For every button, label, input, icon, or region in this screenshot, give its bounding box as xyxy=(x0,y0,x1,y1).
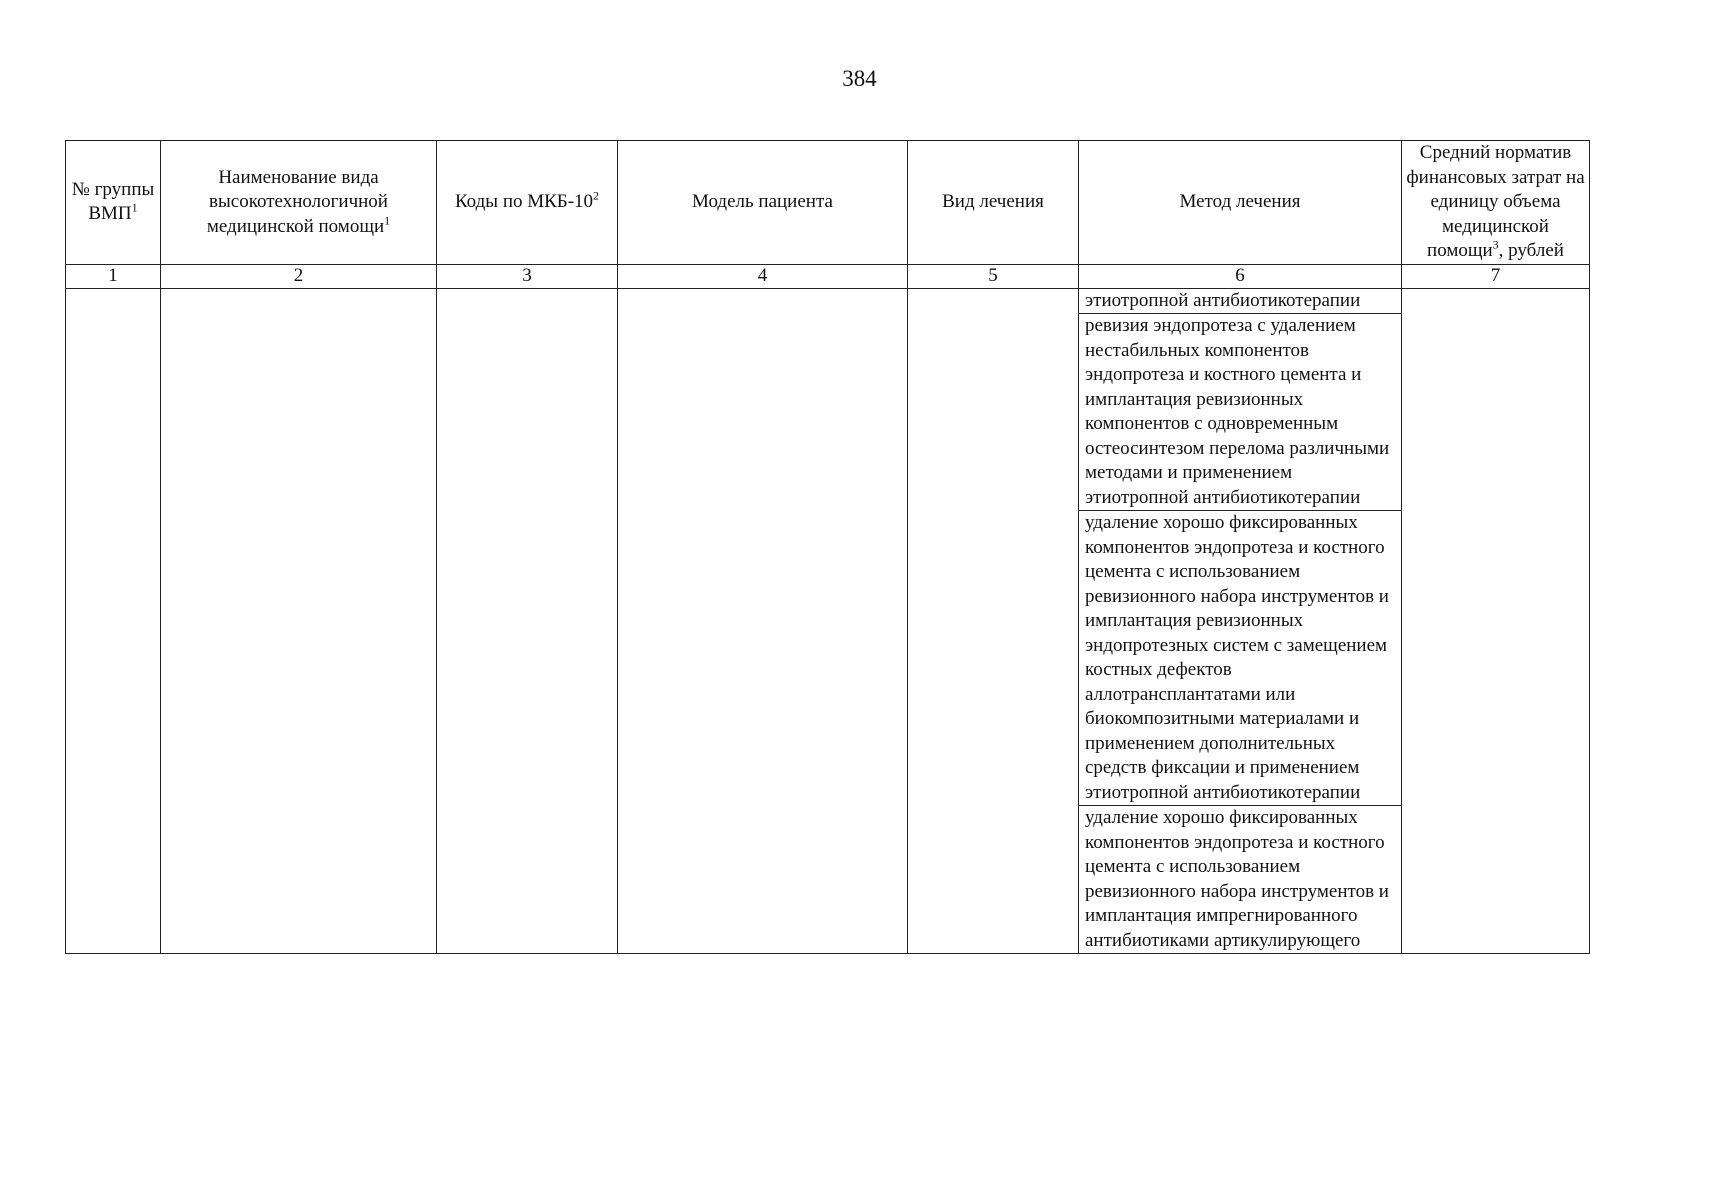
header-row xyxy=(66,141,1590,265)
treatment-method-cell xyxy=(1079,288,1402,954)
header-treatment-type-text: Вид лечения xyxy=(942,191,1044,212)
header-cost-standard-text: Средний норматив финансовых затрат на единицу объема медицинской помощи xyxy=(1406,142,1585,261)
header-icd-codes-text: Коды по МКБ-10 xyxy=(454,191,594,212)
column-number: 6 xyxy=(1079,264,1402,288)
header-treatment-method xyxy=(1079,141,1402,265)
treatment-method-entry: этиотропной антибиотикотерапии xyxy=(1079,289,1401,315)
header-care-name-text: Наименование вида высокотехнологичной медицинской помощи xyxy=(206,166,388,237)
empty-cell xyxy=(618,288,908,954)
treatment-method-entry: ревизия эндопротеза с удалением нестабильных компонентов эндопротеза и костного цемента и имплантация ревизионных компонентов с одновременным остеосинтезом перелома различными методами и применением этиотропной антибиотикотерапии xyxy=(1079,314,1401,511)
header-cost-standard xyxy=(1402,141,1590,265)
footnote-marker: 2 xyxy=(593,188,600,203)
column-number: 4 xyxy=(618,264,908,288)
empty-cell xyxy=(437,288,618,954)
header-care-name xyxy=(161,141,437,265)
footnote-marker: 1 xyxy=(384,213,391,228)
footnote-marker: 1 xyxy=(131,200,138,215)
header-group-number xyxy=(66,141,161,265)
header-group-number-text: № группы ВМП xyxy=(71,178,155,225)
column-number: 3 xyxy=(437,264,618,288)
empty-cell xyxy=(1402,288,1590,954)
header-treatment-method-text: Метод лечения xyxy=(1179,191,1301,212)
column-number: 5 xyxy=(908,264,1079,288)
column-number: 7 xyxy=(1402,264,1590,288)
header-patient-model-text: Модель пациента xyxy=(692,191,833,212)
footnote-marker: 3 xyxy=(1492,237,1499,252)
table-row xyxy=(66,288,1590,954)
treatment-method-entry: удаление хорошо фиксированных компонентов эндопротеза и костного цемента с использованием ревизионного набора инструментов и имплантация импрегнированного антибиотиками артикулирующего xyxy=(1085,807,1389,951)
empty-cell xyxy=(66,288,161,954)
header-treatment-type xyxy=(908,141,1079,265)
empty-cell xyxy=(908,288,1079,954)
column-number: 2 xyxy=(161,264,437,288)
header-patient-model xyxy=(618,141,908,265)
header-cost-standard-suffix: , рублей xyxy=(1498,240,1564,261)
empty-cell xyxy=(161,288,437,954)
column-number-row xyxy=(66,264,1590,288)
medical-care-table xyxy=(65,140,1590,954)
treatment-method-entry: удаление хорошо фиксированных компонентов эндопротеза и костного цемента с использованием ревизионного набора инструментов и имплантация ревизионных эндопротезных систем с замещением костных дефектов аллотрансплантатами или биокомпозитными материалами и применением дополнительных средств фиксации и применением этиотропной антибиотикотерапии xyxy=(1079,511,1401,806)
header-icd-codes xyxy=(437,141,618,265)
column-number: 1 xyxy=(66,264,161,288)
page-number: 384 xyxy=(842,66,877,91)
